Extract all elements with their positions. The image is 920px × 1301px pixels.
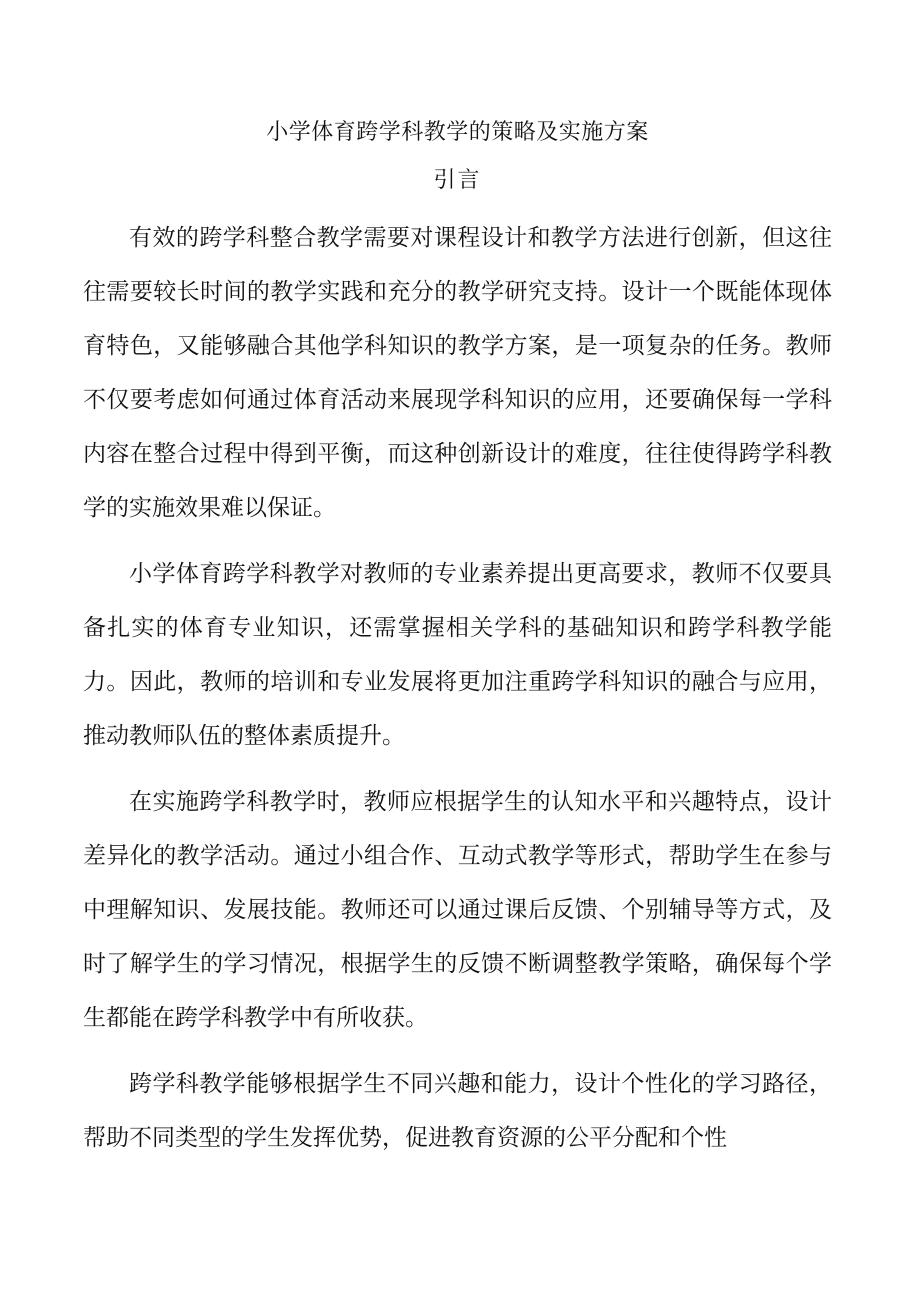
section-heading-introduction: 引言 bbox=[433, 168, 482, 193]
paragraph-4: 跨学科教学能够根据学生不同兴趣和能力，设计个性化的学习路径，帮助不同类型的学生发挥优势，促进教育资源的公平分配和个性 bbox=[83, 1071, 832, 1151]
paragraph-1: 有效的跨学科整合教学需要对课程设计和教学方法进行创新，但这往往需要较长时间的教学实践和充分的教学研究支持。设计一个既能体现体育特色，又能够融合其他学科知识的教学方案，是一项复杂的任务。教师不仅要考虑如何通过体育活动来展现学科知识的应用，还要确保每一学科内容在整合过程中得到平衡，而这种创新设计的难度，往往使得跨学科教学的实施效果难以保证。 bbox=[83, 225, 832, 521]
document-title: 小学体育跨学科教学的策略及实施方案 bbox=[266, 120, 649, 145]
paragraph-2: 小学体育跨学科教学对教师的专业素养提出更高要求，教师不仅要具备扎实的体育专业知识，还需掌握相关学科的基础知识和跨学科教学能力。因此，教师的培训和专业发展将更加注重跨学科知识的融合与应用，推动教师队伍的整体素质提升。 bbox=[83, 561, 832, 749]
paragraph-3: 在实施跨学科教学时，教师应根据学生的认知水平和兴趣特点，设计差异化的教学活动。通过小组合作、互动式教学等形式，帮助学生在参与中理解知识、发展技能。教师还可以通过课后反馈、个别辅导等方式，及时了解学生的学习情况，根据学生的反馈不断调整教学策略，确保每个学生都能在跨学科教学中有所收获。 bbox=[83, 789, 832, 1031]
